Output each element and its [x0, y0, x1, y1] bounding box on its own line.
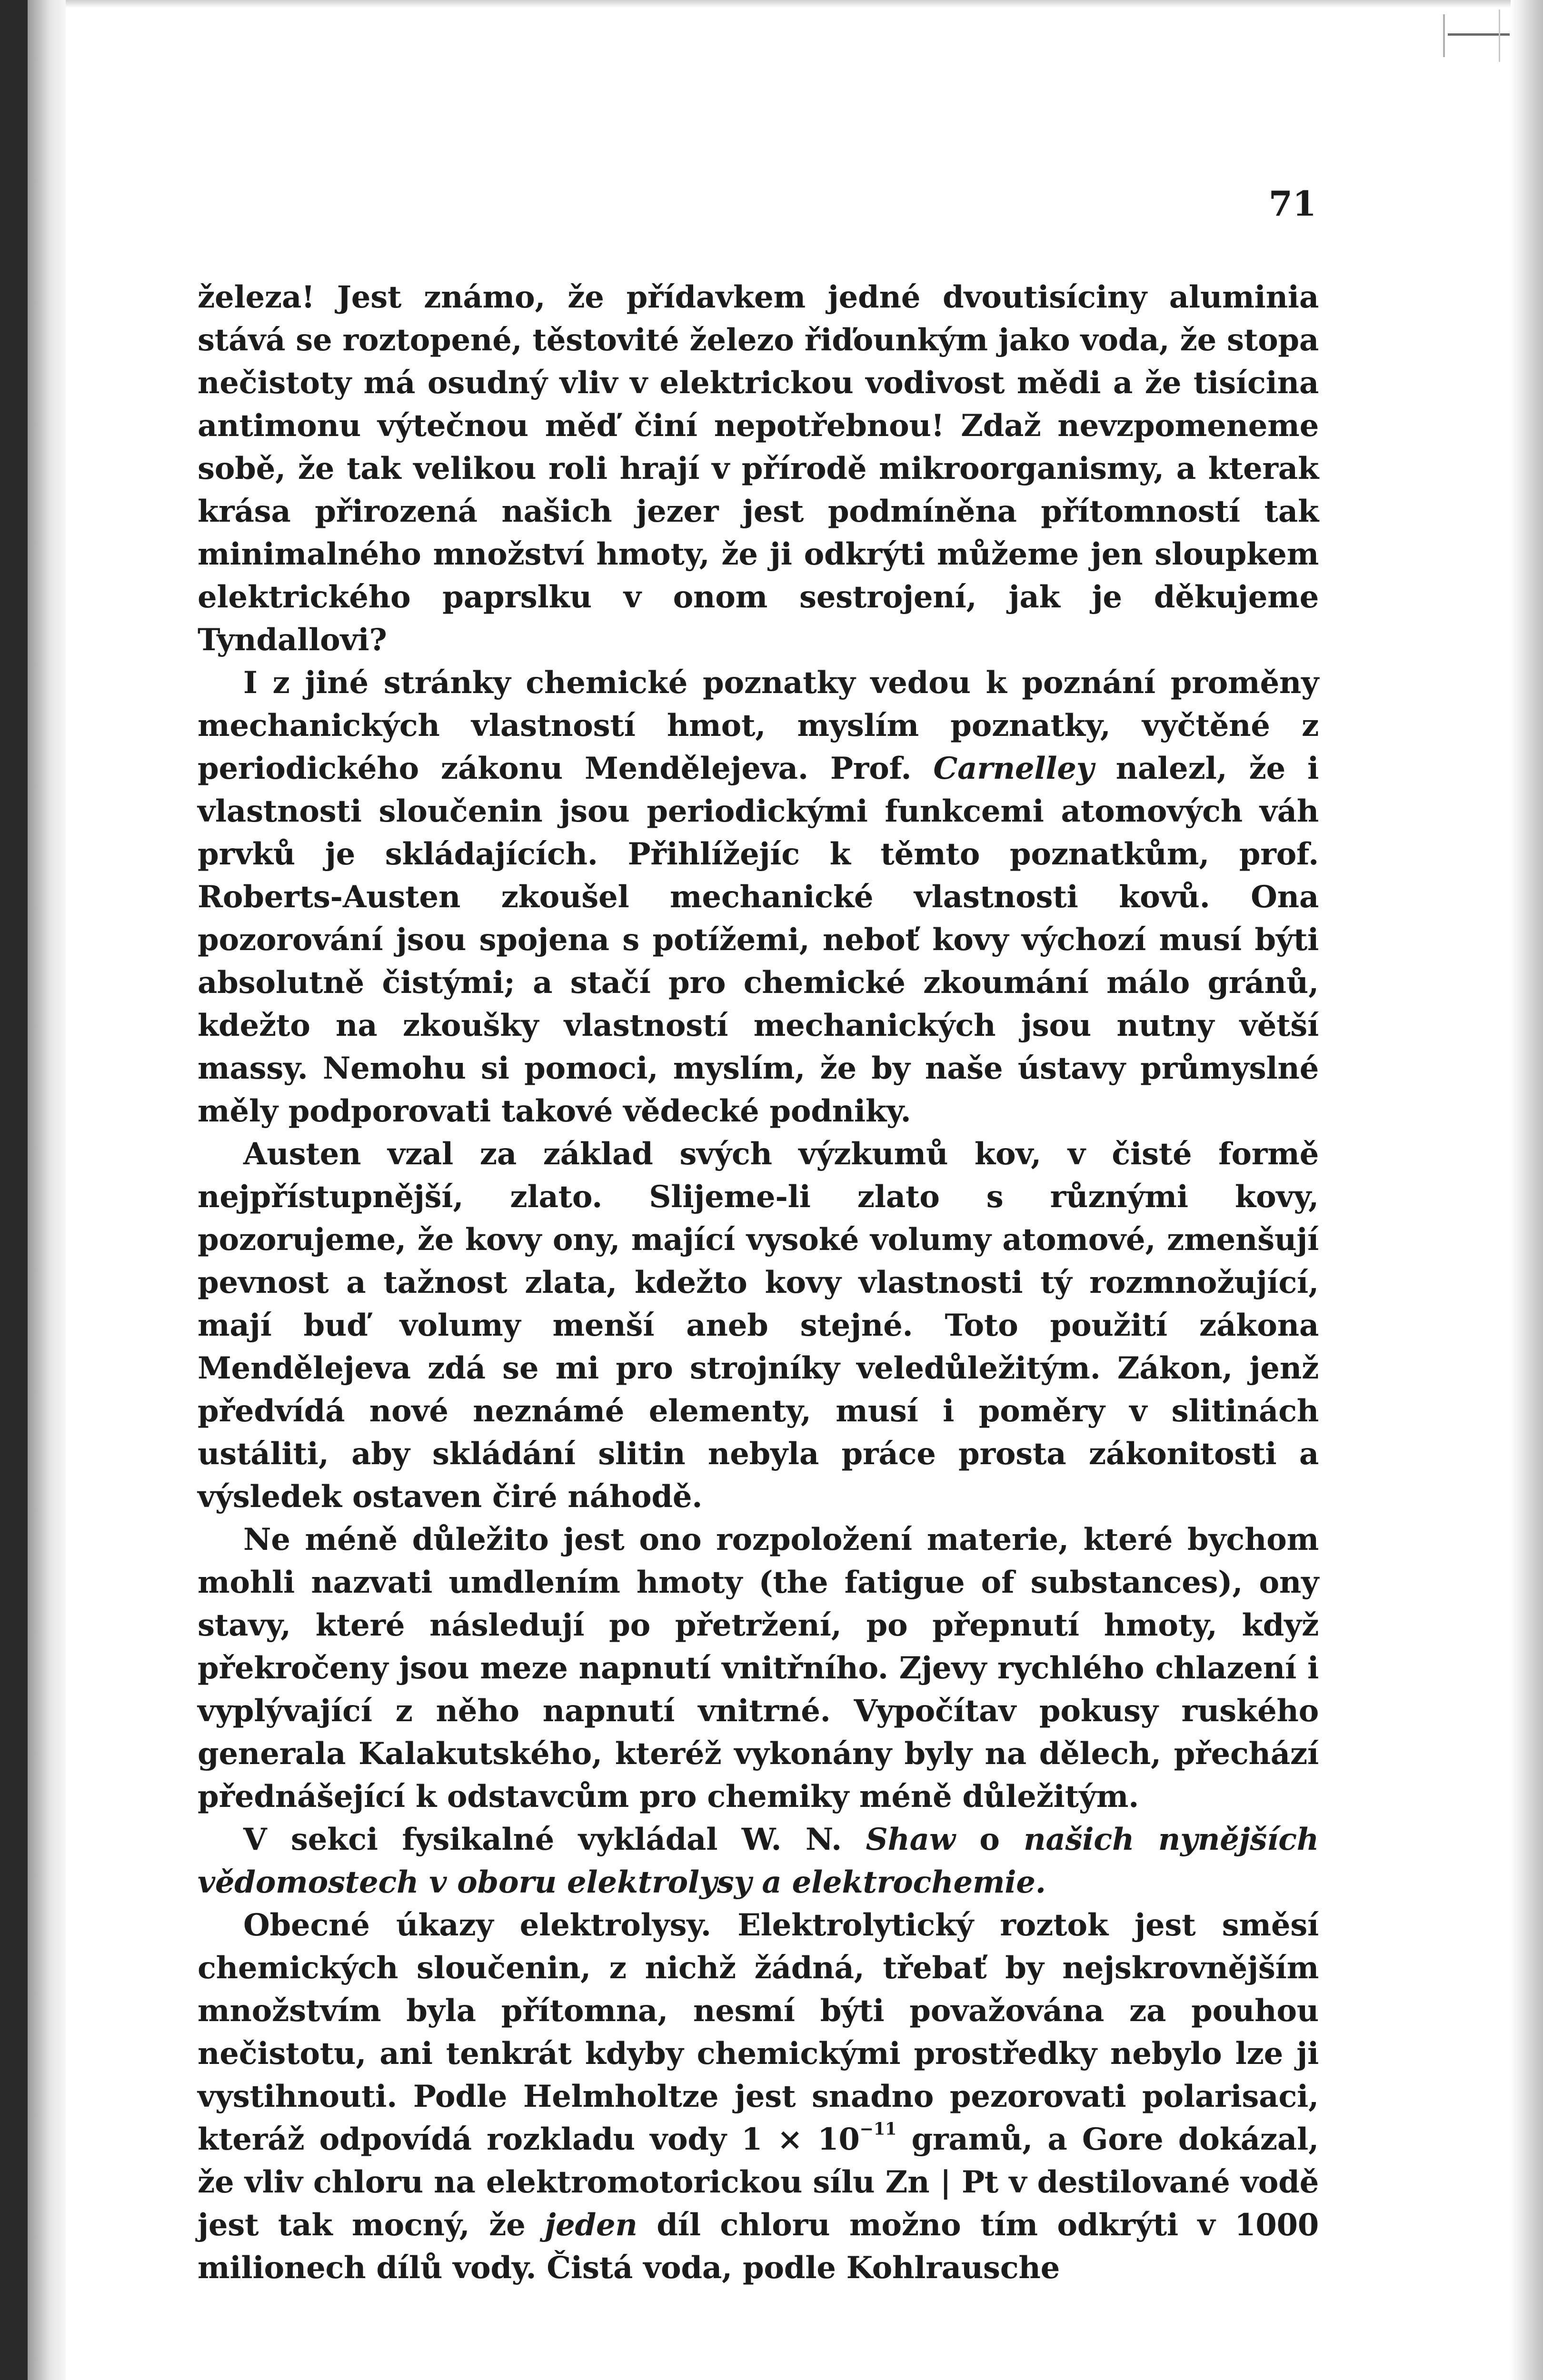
paragraph-2 [198, 662, 1319, 1133]
paragraph-2-part-c: nalezl, že i vlastnosti sloučenin jsou periodickými funkcemi atomových váh prvků je skládajících. Přihlížejíc k těmto poznatkům, prof. Roberts-Austen zkoušel mechanické vlastnosti kovů. Ona pozorování jsou spojena s potížemi, neboť kovy výchozí musí býti absolutně čistými; a stačí pro chemické zkoumání málo gránů, kdežto na zkoušky vlastností mechanických jsou nutny větší massy. Nemohu si pomoci, myslím, že by naše ústavy průmyslné měly podporovati takové vědecké podniky. [198, 751, 1319, 1129]
crop-mark-horizontal [1448, 33, 1510, 36]
paragraph-5 [198, 1818, 1319, 1904]
paragraph-5-lecture-title: našich nynějších vědomostech v oboru elektrolysy a elektrochemie. [198, 1822, 1319, 1900]
paragraph-6-part-a: Obecné úkazy elektrolysy. Elektrolytický roztok jest směsí chemických sloučenin, z nichž žádná, třebať by nejskrovnějším množstvím byla přítomna, nesmí býti považována za pouhou nečistotu, ani tenkrát kdyby chemickými prostředky nebylo lze ji vystihnouti. Podle Helmholtze jest snadno pezorovati polarisaci, kteráž odpovídá rozkladu vody 1 × 10 [198, 1907, 1319, 2157]
paragraph-2-part-a: I z jiné stránky chemické poznatky vedou k poznání proměny mechanických vlastností hmot, myslím poznatky, vyčtěné z periodického zákonu Mendělejeva. Prof. [198, 665, 1319, 786]
scan-right-shadow [1511, 0, 1543, 2380]
scan-top-shadow [66, 0, 1511, 8]
paragraph-5-part-a: V sekci fysikalné vykládal W. N. [243, 1822, 866, 1857]
body-text [198, 276, 1319, 2290]
paragraph-6-part-b: gramů, a Gore dokázal, že vliv chloru na elektromotorickou sílu Zn | Pt v destilované vodě jest tak mocný, že [198, 2122, 1319, 2243]
page-number: 71 [1268, 183, 1316, 224]
crop-mark-vertical-right [1499, 10, 1500, 62]
paragraph-6-exponent: −11 [859, 2119, 897, 2139]
paragraph-5-shaw: Shaw [866, 1822, 956, 1857]
paragraph-1: železa! Jest známo, že přídavkem jedné dvoutisíciny aluminia stává se roztopené, těstovité železo řiďounkým jako voda, že stopa nečistoty má osudný vliv v elektrickou vodivost mědi a že tisícina antimonu výtečnou měď činí nepotřebnou! Zdaž nevzpomeneme sobě, že tak velikou roli hrají v přírodě mikroorganismy, a kterak krása přirozená našich jezer jest podmíněna přítomností tak minimalného množství hmoty, že ji odkrýti můžeme jen sloupkem elektrického paprslku v onom sestrojení, jak je děkujeme Tyndallovi? [198, 279, 1319, 658]
corner-crop-marks [1443, 10, 1510, 62]
paragraph-2-carnelley: Carnelley [933, 751, 1094, 786]
paragraph-6-jeden: jeden [545, 2207, 637, 2243]
scan-left-shadow [28, 0, 66, 2380]
paragraph-5-part-c: o [955, 1822, 1024, 1857]
crop-mark-vertical-left [1443, 14, 1445, 57]
paragraph-6-part-d: díl chloru možno tím odkrýti v 1000 milionech dílů vody. Čistá voda, podle Kohlrausche [198, 2207, 1319, 2286]
paragraph-4: Ne méně důležito jest ono rozpoložení materie, které bychom mohli nazvati umdlením hmoty (the fatigue of substances), ony stavy, které následují po přetržení, po přepnutí hmoty, když překročeny jsou meze napnutí vnitřního. Zjevy rychlého chlazení i vyplývající z něho napnutí vnitrné. Vypočítav pokusy ruského generala Kalakutského, kteréž vykonány byly na dělech, přechází přednášející k odstavcům pro chemiky méně důležitým. [198, 1522, 1319, 1815]
scan-left-border [0, 0, 28, 2380]
paragraph-3: Austen vzal za základ svých výzkumů kov, v čisté formě nejpřístupnější, zlato. Slijeme-li zlato s různými kovy, pozorujeme, že kovy ony, mající vysoké volumy atomové, zmenšují pevnost a tažnost zlata, kdežto kovy vlastnosti tý rozmnožující, mají buď volumy menší aneb stejné. Toto použití zákona Mendělejeva zdá se mi pro strojníky veledůležitým. Zákon, jenž předvídá nové neznámé elementy, musí i poměry v slitinách ustáliti, aby skládání slitin nebyla práce prosta zákonitosti a výsledek ostaven čiré náhodě. [198, 1136, 1319, 1515]
paragraph-6 [198, 1904, 1319, 2290]
